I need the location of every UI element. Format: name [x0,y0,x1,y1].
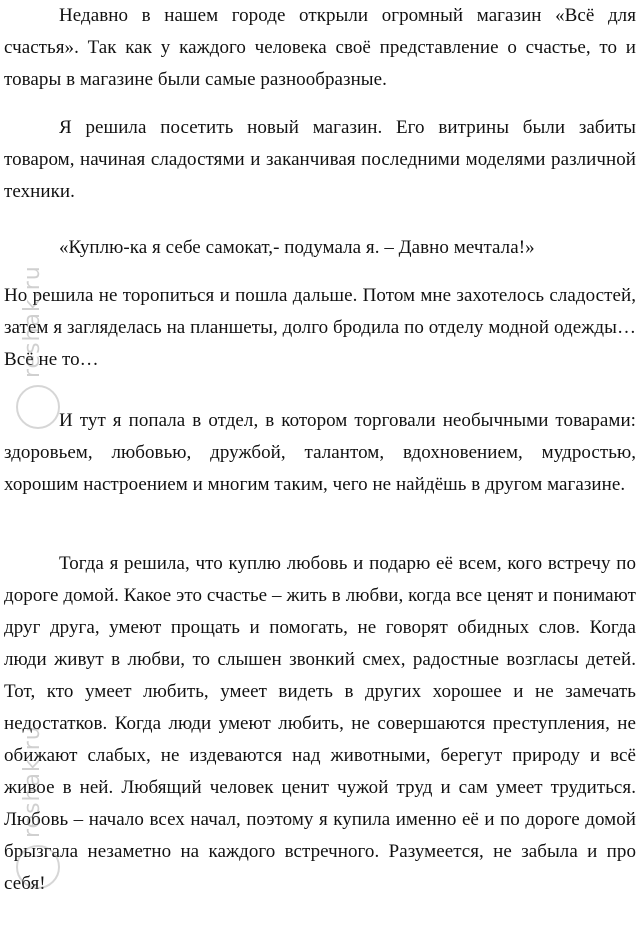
paragraph-6: Тогда я решила, что куплю любовь и подарю её всем, кого встречу по дороге домой. Какое это счастье – жить в любви, когда все ценят и понимают друг друга, умеют прощать и помогать, не говорят обидных слов. Когда люди живут в любви, то слышен звонкий смех, радостные возгласы детей. Тот, кто умеет любить, умеет видеть в других хорошее и не замечать недостатков. Когда люди умеют любить, не совершаются преступления, не обижают слабых, не издеваются над животными, берегут природу и всё живое в ней. Любящий человек ценит чужой труд и сам умеет трудиться. Любовь – начало всех начал, поэтому я купила именно её и по дороге домой брызгала незаметно на каждого встречного. Разумеется, не забыла и про себя! [4,553,636,894]
paragraph-5: И тут я попала в отдел, в котором торговали необычными товарами: здоровьем, любовью, дружбой, талантом, вдохновением, мудростью, хорошим настроением и многим таким, чего не найдёшь в другом магазине. [4,410,636,495]
paragraph-3-quote: «Куплю-ка я себе самокат,- подумала я. – Давно мечтала!» [59,237,535,258]
watermark-logo-icon-2 [16,845,60,889]
paragraph-4: Но решила не торопиться и пошла дальше. Потом мне захотелось сладостей, затем я загляделась на планшеты, долго бродила по отделу модной одежды… Всё не то… [4,285,636,370]
watermark-logo-icon [16,385,60,429]
watermark-text: reshak.ru [20,265,45,378]
paragraph-1: Недавно в нашем городе открыли огромный магазин «Всё для счастья». Так как у каждого человека своё представление о счастье, то и товары в магазине были самые разнообразные. [4,5,636,90]
paragraph-2: Я решила посетить новый магазин. Его витрины были забиты товаром, начиная сладостями и заканчивая последними моделями различной техники. [4,117,636,202]
watermark-text-2: reshak.ru [20,725,45,838]
